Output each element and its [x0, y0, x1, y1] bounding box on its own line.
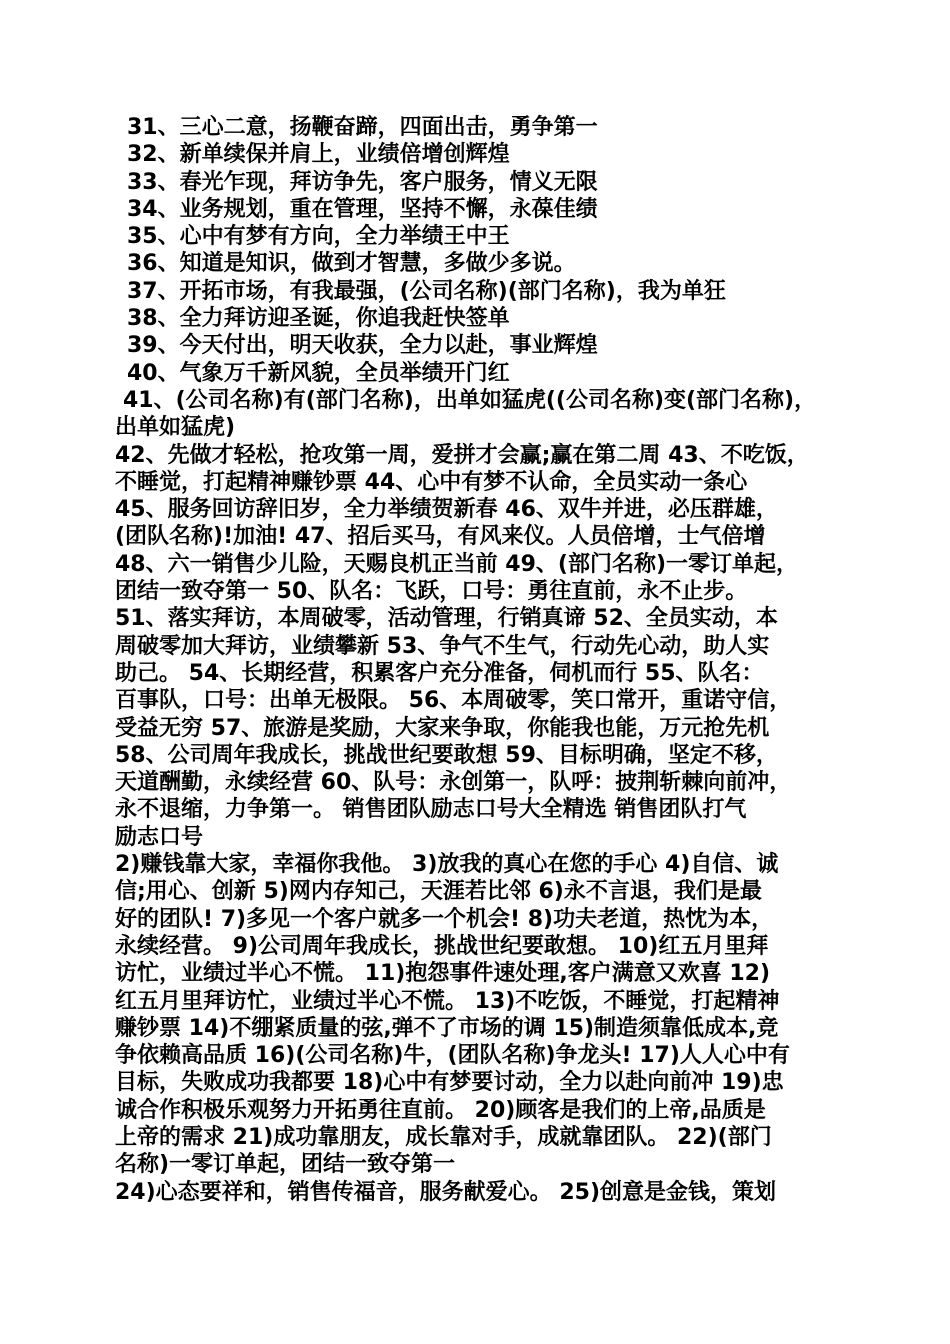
paragraph-line: (团队名称)!加油! 47、招后买马，有风来仪。人员倍增，士气倍增 [115, 524, 766, 550]
document-body [115, 114, 845, 1206]
paragraph-line: 永续经营。 9)公司周年我成长，挑战世纪要敢想。 10)红五月里拜 [115, 933, 769, 959]
paragraph-line: 目标，失败成功我都要 18)心中有梦要讨动，全力以赴向前冲 19)忠 [115, 1070, 784, 1096]
paragraph-line: 诚合作积极乐观努力开拓勇往直前。 20)顾客是我们的上帝,品质是 [115, 1097, 766, 1123]
paragraph-line: 45、服务回访辞旧岁，全力举绩贺新春 46、双牛并进，必压群雄， [115, 497, 778, 523]
slogan-line: 36、知道是知识，做到才智慧，多做少多说。 [127, 251, 576, 277]
slogan-line: 34、业务规划，重在管理，坚持不懈，永葆佳绩 [127, 196, 598, 222]
slogan-42-60-paragraph [115, 442, 845, 851]
paragraph-line: 信;用心、创新 5)网内存知己，天涯若比邻 6)永不言退，我们是最 [115, 879, 762, 905]
slogan-2-22-paragraph [115, 851, 845, 1179]
slogan-41-paragraph [115, 387, 845, 442]
paragraph-line: 访忙，业绩过半心不慌。 11)抱怨事件速处理,客户满意又欢喜 12) [115, 961, 771, 987]
paragraph-line: 51、落实拜访，本周破零，活动管理，行销真谛 52、全员实动，本 [115, 606, 778, 632]
slogan-line: 38、全力拜访迎圣诞，你追我赶快签单 [127, 306, 510, 332]
paragraph-line: 百事队，口号：出单无极限。 56、本周破零，笑口常开，重诺守信， [115, 688, 792, 714]
paragraph-line: 受益无穷 57、旅游是奖励，大家来争取，你能我也能，万元抢先机 [115, 715, 770, 741]
paragraph-line: 争依赖高品质 16)(公司名称)牛，(团队名称)争龙头! 17)人人心中有 [115, 1043, 790, 1069]
paragraph-line: 励志口号 [115, 824, 204, 850]
paragraph-line: 不睡觉，打起精神赚钞票 44、心中有梦不认命，全员实动一条心 [115, 469, 748, 495]
paragraph-line: 42、先做才轻松，抢攻第一周，爱拼才会赢;赢在第二周 43、不吃饭， [115, 442, 809, 468]
slogan-line: 39、今天付出，明天收获，全力以赴，事业辉煌 [127, 333, 598, 359]
slogan-list-31-40 [115, 114, 845, 387]
slogan-line: 31、三心二意，扬鞭奋蹄，四面出击，勇争第一 [127, 115, 598, 140]
paragraph-line: 58、公司周年我成长，挑战世纪要敢想 59、目标明确，坚定不移， [115, 742, 778, 768]
slogan-24-paragraph [115, 1179, 845, 1206]
paragraph-line: 出单如猛虎) [115, 415, 236, 441]
paragraph-line: 24)心态要祥和，销售传福音，服务献爱心。 25)创意是金钱，策划 [115, 1179, 777, 1205]
paragraph-line: 上帝的需求 21)成功靠朋友，成长靠对手，成就靠团队。 22)(部门 [115, 1124, 772, 1150]
paragraph-line: 48、六一销售少儿险，天赐良机正当前 49、(部门名称)一零订单起， [115, 551, 799, 577]
paragraph-line: 周破零加大拜访，业绩攀新 53、争气不生气，行动先心动，助人实 [115, 633, 770, 659]
slogan-line: 32、新单续保并肩上，业绩倍增创辉煌 [127, 142, 510, 168]
paragraph-line: 永不退缩，力争第一。 销售团队励志口号大全精选 销售团队打气 [115, 797, 747, 823]
paragraph-line: 好的团队! 7)多见一个客户就多一个机会! 8)功夫老道，热忱为本， [115, 906, 774, 932]
paragraph-line: 2)赚钱靠大家，幸福你我他。 3)放我的真心在您的手心 4)自信、诚 [115, 852, 779, 878]
paragraph-line: 41、(公司名称)有(部门名称)，出单如猛虎((公司名称)变(部门名称)， [123, 387, 817, 413]
paragraph-line: 天道酬勤，永续经营 60、队号：永创第一，队呼：披荆斩棘向前冲， [115, 770, 792, 796]
slogan-line: 40、气象万千新风貌，全员举绩开门红 [127, 360, 510, 386]
slogan-line: 33、春光乍现，拜访争先，客户服务，情义无限 [127, 169, 598, 195]
slogan-line: 37、开拓市场，有我最强，(公司名称)(部门名称)，我为单狂 [127, 278, 726, 304]
paragraph-line: 赚钞票 14)不绷紧质量的弦,弹不了市场的调 15)制造须靠低成本,竞 [115, 1015, 779, 1041]
slogan-line: 35、心中有梦有方向，全力举绩王中王 [127, 224, 510, 250]
paragraph-line: 红五月里拜访忙，业绩过半心不慌。 13)不吃饭，不睡觉，打起精神 [115, 988, 780, 1014]
paragraph-line: 团结一致夺第一 50、队名：飞跃，口号：勇往直前，永不止步。 [115, 579, 748, 605]
paragraph-line: 名称)一零订单起，团结一致夺第一 [115, 1152, 456, 1178]
paragraph-line: 助己。 54、长期经营，积累客户充分准备，伺机而行 55、队名： [115, 660, 764, 686]
